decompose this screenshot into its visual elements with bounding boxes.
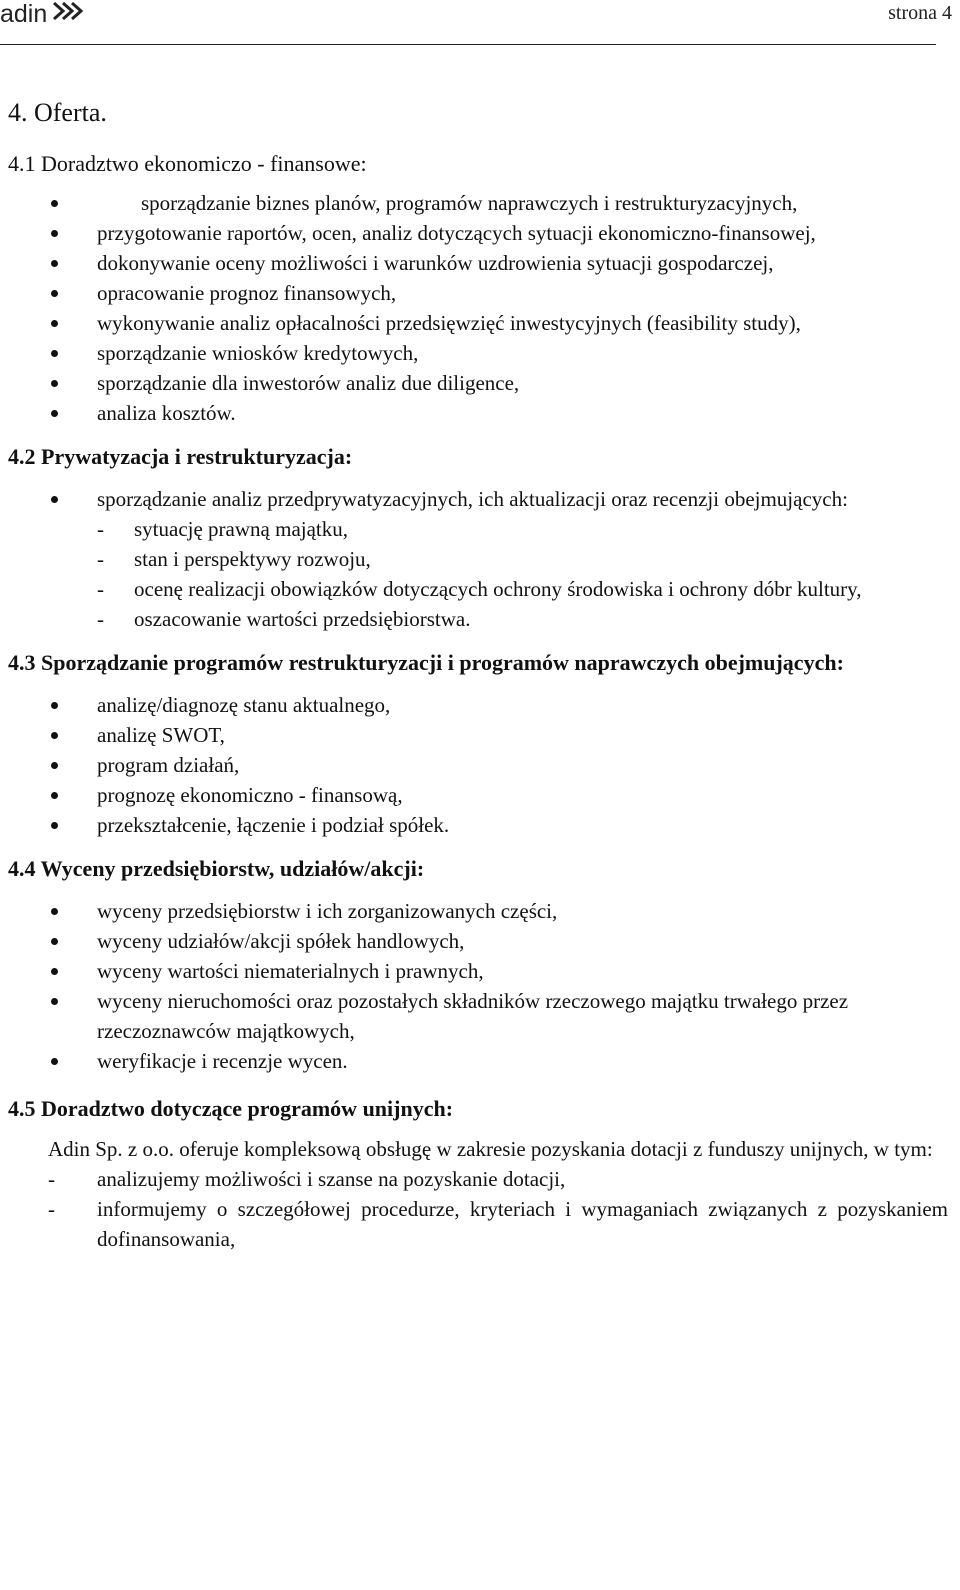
dash-item: - ocenę realizacji obowiązków dotyczących ochrony środowiska i ochrony dóbr kultury,	[97, 574, 948, 604]
section-heading: 4.1 Doradztwo ekonomiczo - finansowe:	[8, 151, 367, 176]
list-item: wyceny wartości niematerialnych i prawnych,	[8, 956, 948, 986]
dash-item: - stan i perspektywy rozwoju,	[97, 544, 948, 574]
dash-list	[8, 1164, 948, 1254]
list-item: wykonywanie analiz opłacalności przedsięwzięć inwestycyjnych (feasibility study),	[8, 308, 948, 338]
list-item: prognozę ekonomiczno - finansową,	[8, 780, 948, 810]
list-item: dokonywanie oceny możliwości i warunków uzdrowienia sytuacji gospodarczej,	[8, 248, 948, 278]
section-heading: 4.3 Sporządzanie programów restrukturyzacji i programów naprawczych obejmujących:	[8, 650, 844, 675]
page-number: strona 4	[888, 2, 952, 24]
list-item: wyceny przedsiębiorstw i ich zorganizowanych części,	[8, 896, 948, 926]
company-logo	[0, 0, 85, 29]
list-item: wyceny udziałów/akcji spółek handlowych,	[8, 926, 948, 956]
section-4-2	[8, 442, 948, 634]
list-item: sporządzanie analiz przedprywatyzacyjnych, ich aktualizacji oraz recenzji obejmujących:	[8, 484, 948, 514]
logo-text: adin	[0, 0, 48, 28]
dash-item: - sytuację prawną majątku,	[97, 514, 948, 544]
list-item: sporządzanie biznes planów, programów naprawczych i restrukturyzacyjnych,	[8, 188, 948, 218]
section-4-5	[8, 1094, 948, 1254]
list-item: wyceny nieruchomości oraz pozostałych składników rzeczowego majątku trwałego przez rzeczoznawców majątkowych,	[8, 986, 948, 1046]
list-item: przekształcenie, łączenie i podział spółek.	[8, 810, 948, 840]
list-item: analiza kosztów.	[8, 398, 948, 428]
bullet-list	[8, 896, 948, 1076]
page-title: 4. Oferta.	[8, 98, 107, 127]
section-4-4	[8, 854, 948, 1076]
bullet-list	[8, 690, 948, 840]
double-chevron-icon	[51, 0, 85, 29]
list-item: program działań,	[8, 750, 948, 780]
list-item: sporządzanie dla inwestorów analiz due diligence,	[8, 368, 948, 398]
section-heading: 4.4 Wyceny przedsiębiorstw, udziałów/akcji:	[8, 856, 425, 881]
section-heading: 4.5 Doradztwo dotyczące programów unijnych:	[8, 1096, 454, 1121]
page-header	[0, 0, 960, 60]
list-item: analizę/diagnozę stanu aktualnego,	[8, 690, 948, 720]
list-item: analizę SWOT,	[8, 720, 948, 750]
list-item: przygotowanie raportów, ocen, analiz dotyczących sytuacji ekonomiczno-finansowej,	[8, 218, 948, 248]
bullet-list	[8, 188, 948, 428]
header-divider	[0, 44, 936, 45]
bullet-list	[8, 484, 948, 514]
list-item: opracowanie prognoz finansowych,	[8, 278, 948, 308]
document-body	[8, 98, 948, 1254]
section-paragraph: Adin Sp. z o.o. oferuje kompleksową obsługę w zakresie pozyskania dotacji z funduszy unijnych, w tym:	[48, 1137, 933, 1161]
dash-list	[8, 514, 948, 634]
section-4-1	[8, 150, 948, 428]
dash-item: - analizujemy możliwości i szanse na pozyskanie dotacji,	[8, 1164, 948, 1194]
section-heading: 4.2 Prywatyzacja i restrukturyzacja:	[8, 444, 353, 469]
list-item: sporządzanie wniosków kredytowych,	[8, 338, 948, 368]
list-item: weryfikacje i recenzje wycen.	[8, 1046, 948, 1076]
dash-item: - informujemy o szczegółowej procedurze, kryteriach i wymaganiach związanych z pozyskaniem dofinansowania,	[8, 1194, 948, 1254]
section-4-3	[8, 648, 948, 840]
dash-item: - oszacowanie wartości przedsiębiorstwa.	[97, 604, 948, 634]
